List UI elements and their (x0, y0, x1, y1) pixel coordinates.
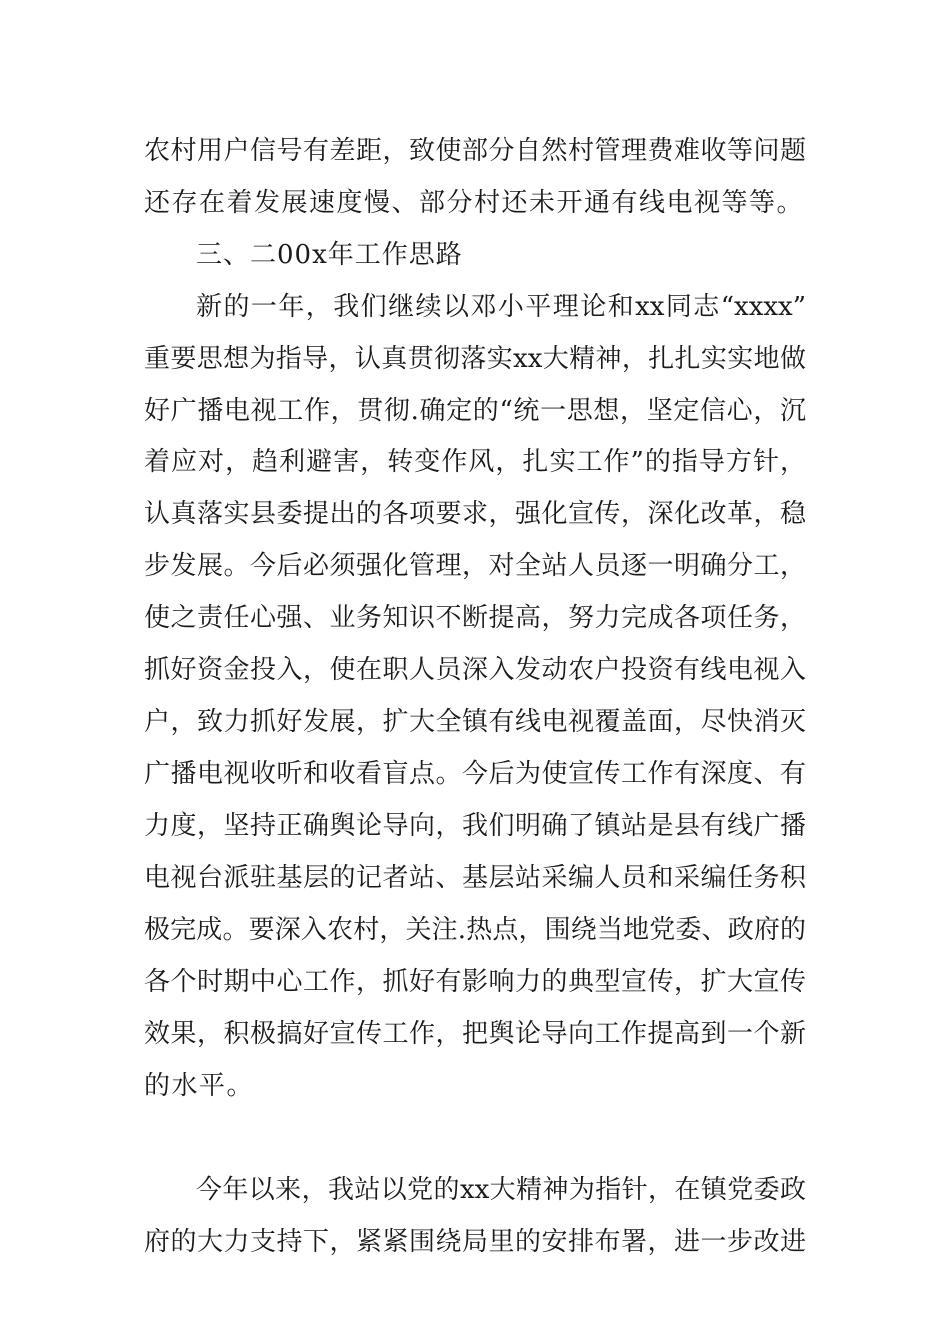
paragraph-line: 力度，坚持正确舆论导向，我们明确了镇站是县有线广播 (144, 811, 806, 841)
paragraph-line: 极完成。要深入农村，关注.热点，围绕当地党委、政府的 (144, 915, 806, 945)
paragraph-line: 的水平。 (144, 1071, 255, 1101)
paragraph-line: 户，致力抓好发展，扩大全镇有线电视覆盖面，尽快消灭 (144, 707, 806, 737)
paragraph-line: 新的一年，我们继续以邓小平理论和xx同志“xxxx” (196, 292, 806, 322)
paragraph-line: 好广播电视工作，贯彻.确定的“统一思想，坚定信心，沉 (144, 396, 806, 426)
paragraph-line: 还存在着发展速度慢、部分村还未开通有线电视等等。 (144, 188, 805, 218)
section-heading: 三、二00x年工作思路 (196, 240, 463, 270)
paragraph-line: 电视台派驻基层的记者站、基层站采编人员和采编任务积 (144, 863, 806, 893)
paragraph-line: 步发展。今后必须强化管理，对全站人员逐一明确分工， (144, 551, 806, 581)
paragraph-line: 着应对，趋利避害，转变作风，扎实工作”的指导方针， (144, 447, 806, 477)
paragraph-line: 广播电视收听和收看盲点。今后为使宣传工作有深度、有 (144, 759, 806, 789)
paragraph-line: 各个时期中心工作，抓好有影响力的典型宣传，扩大宣传 (144, 967, 806, 997)
paragraph-line: 重要思想为指导，认真贯彻落实xx大精神，扎扎实实地做 (144, 344, 806, 374)
paragraph-line: 认真落实县委提出的各项要求，强化宣传，深化改革，稳 (144, 499, 806, 529)
paragraph-line: 抓好资金投入，使在职人员深入发动农户投资有线电视入 (144, 655, 806, 685)
paragraph-line: 府的大力支持下，紧紧围绕局里的安排布署，进一步改进 (144, 1227, 806, 1257)
paragraph-line: 今年以来，我站以党的xx大精神为指针，在镇党委政 (196, 1175, 806, 1205)
paragraph-line: 使之责任心强、业务知识不断提高，努力完成各项任务， (144, 603, 806, 633)
paragraph-line: 效果，积极搞好宣传工作，把舆论导向工作提高到一个新 (144, 1019, 806, 1049)
paragraph-line: 农村用户信号有差距，致使部分自然村管理费难收等问题 (144, 136, 806, 166)
